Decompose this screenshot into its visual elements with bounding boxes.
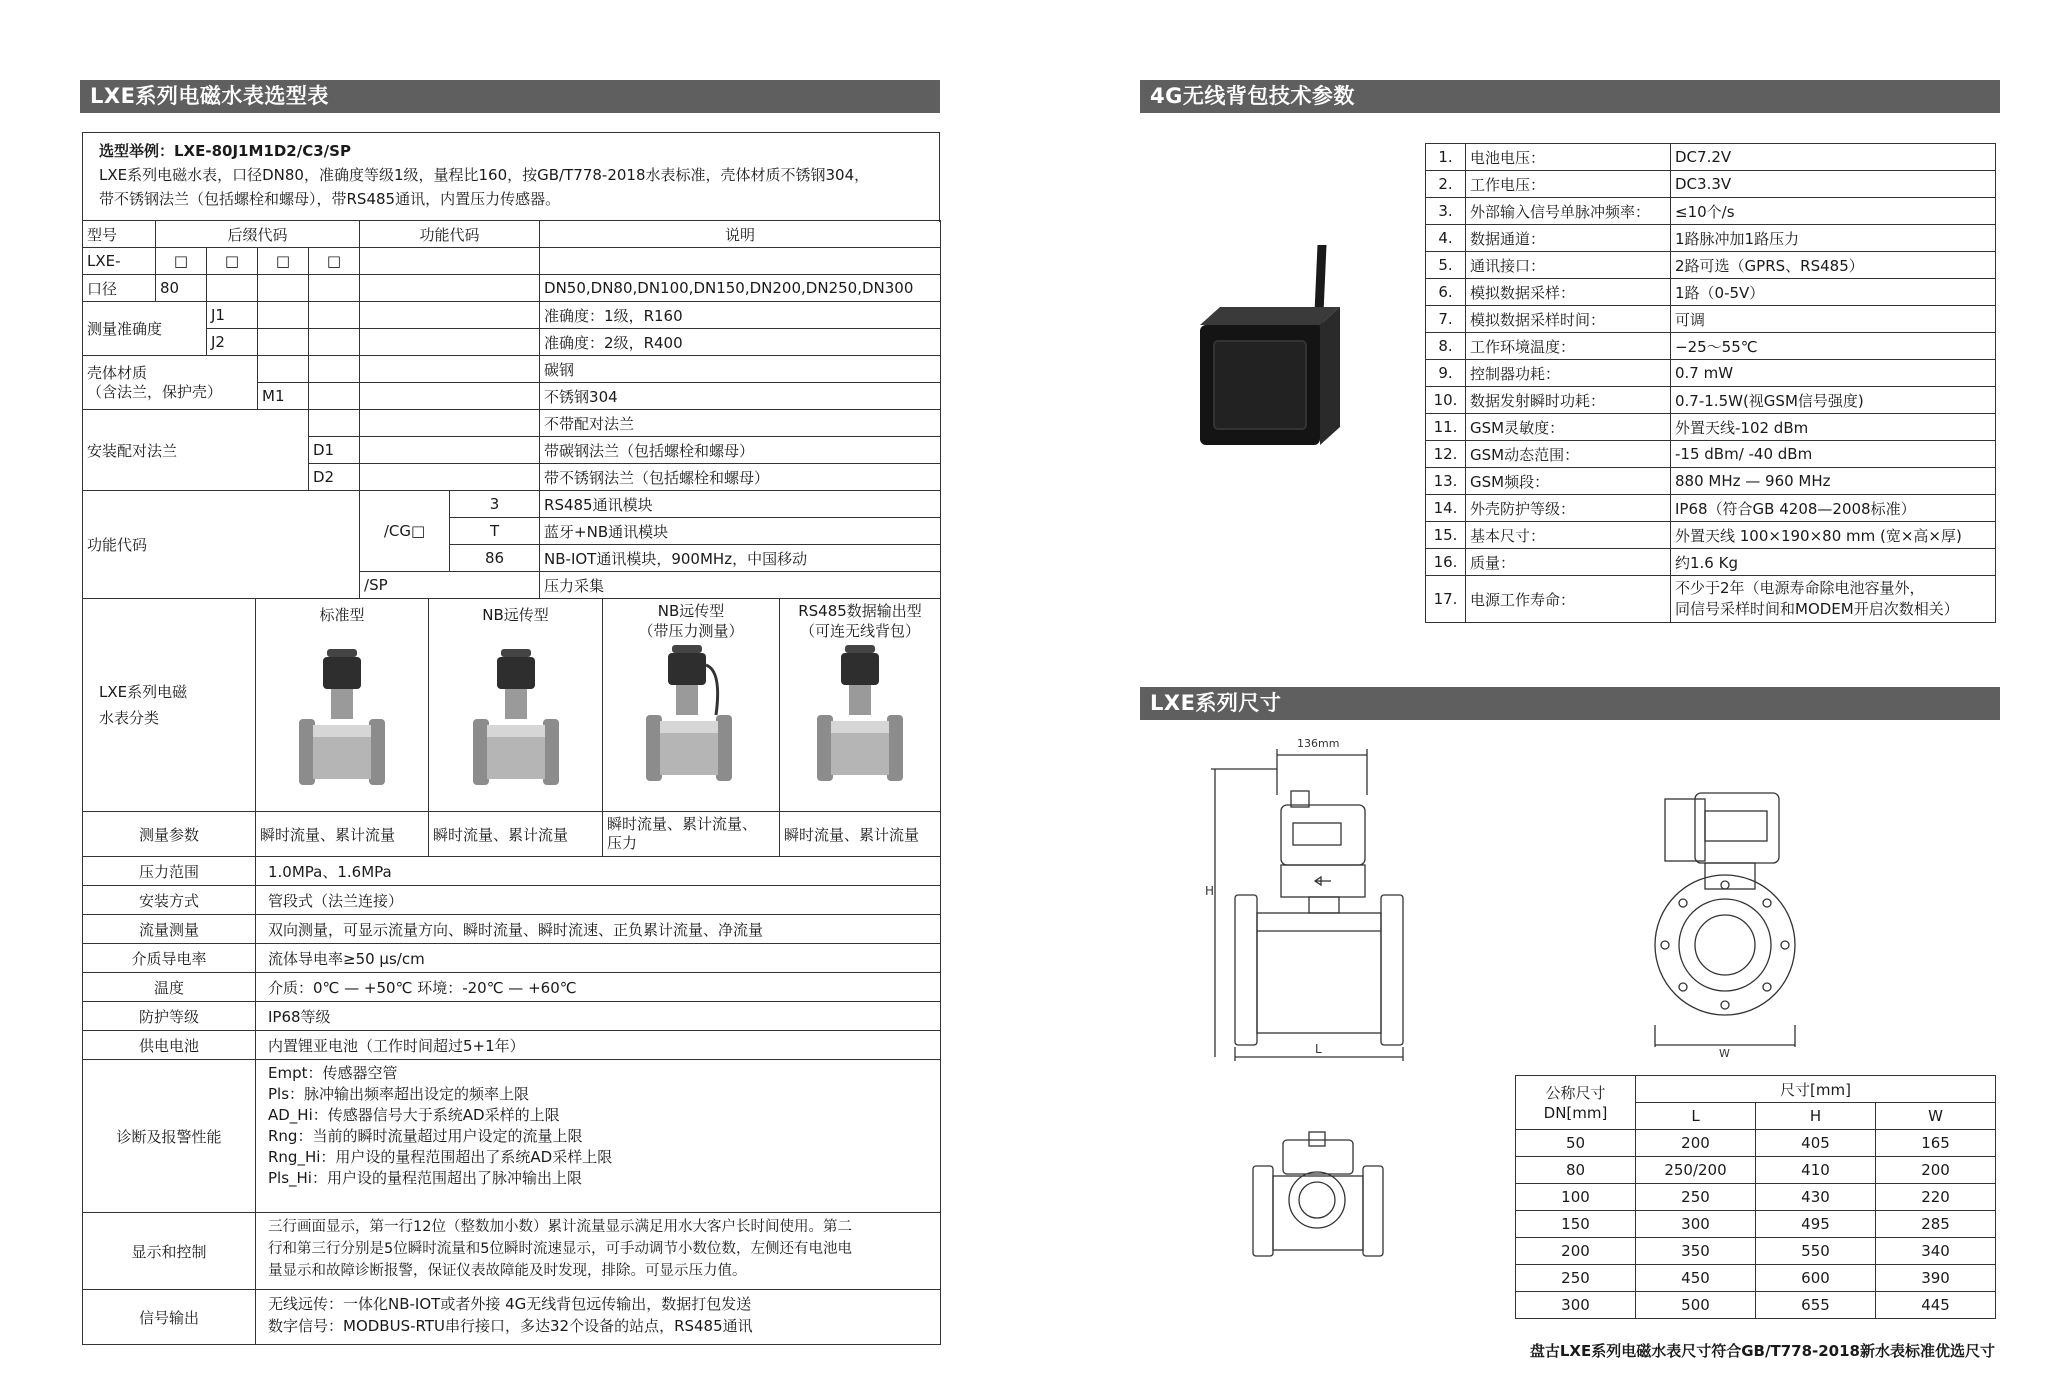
dim-row (1516, 1265, 1996, 1292)
diagnosis-item: Rng：当前的瞬时流量超过用户设定的流量上限 (268, 1127, 583, 1145)
dim-row (1516, 1211, 1996, 1238)
param-label: 供电电池 (83, 1031, 256, 1060)
spec-key: GSM频段： (1466, 468, 1671, 495)
diameter-row (83, 275, 941, 302)
spec-key: 外壳防护等级： (1466, 495, 1671, 522)
meter-type-rs485 (780, 599, 941, 812)
signal-line: 数字信号：MODBUS-RTU串行接口，多达32个设备的站点，RS485通讯 (268, 1317, 753, 1335)
example-title: 选型举例：LXE-80J1M1D2/C3/SP (99, 142, 351, 160)
spec-key: GSM灵敏度： (1466, 414, 1671, 441)
dim-header-l: L (1636, 1103, 1756, 1130)
accuracy-j1: J1 (207, 302, 258, 329)
spec-key: 工作电压： (1466, 171, 1671, 198)
param-label: 介质导电率 (83, 944, 256, 973)
spec-value: 0.7-1.5W(视GSM信号强度) (1671, 387, 1996, 414)
dim-cell: 100 (1516, 1184, 1636, 1211)
param-label: 流量测量 (83, 915, 256, 944)
header-function: 功能代码 (360, 221, 540, 248)
spec-value: 1路（0-5V） (1671, 279, 1996, 306)
spec-row (1426, 171, 1996, 198)
param-label: 防护等级 (83, 1002, 256, 1031)
spec-num: 2. (1426, 171, 1466, 198)
spec-value: 2路可选（GPRS、RS485） (1671, 252, 1996, 279)
spec-key: 电池电压： (1466, 144, 1671, 171)
spec-value: 约1.6 Kg (1671, 549, 1996, 576)
suffix-box: □ (156, 248, 207, 275)
meter-rs485-image (805, 641, 915, 791)
measure-row (83, 812, 941, 857)
dim-cell: 80 (1516, 1157, 1636, 1184)
spec-num: 1. (1426, 144, 1466, 171)
accuracy-j2: J2 (207, 329, 258, 356)
spec-key: 基本尺寸： (1466, 522, 1671, 549)
backpack-spec-table (1425, 143, 1996, 623)
meter-type-nb (429, 599, 603, 812)
dim-cell: 200 (1876, 1157, 1996, 1184)
measure-label: 测量参数 (83, 812, 256, 857)
dimension-table (1515, 1075, 1996, 1319)
spec-value: −25～55℃ (1671, 333, 1996, 360)
dimension-footnote: 盘古LXE系列电磁水表尺寸符合GB/T778-2018新水表标准优选尺寸 (1529, 1342, 1995, 1360)
spec-key: 数据发射瞬时功耗： (1466, 387, 1671, 414)
dim-cell: 350 (1636, 1238, 1756, 1265)
diagnosis-item: Pls：脉冲输出频率超出设定的频率上限 (268, 1085, 530, 1103)
func-desc-86: NB-IOT通讯模块，900MHz，中国移动 (540, 545, 941, 572)
param-value: IP68等级 (256, 1002, 941, 1031)
dim-cell: 495 (1756, 1211, 1876, 1238)
display-line: 行和第三行分别是5位瞬时流量和5位瞬时流速显示，可手动调节小数位数，左侧还有电池电 (268, 1241, 852, 1257)
dim-cell: 150 (1516, 1211, 1636, 1238)
display-label: 显示和控制 (83, 1213, 256, 1290)
shell-label-line-2: （含法兰，保护壳） (87, 382, 223, 401)
spec-value: IP68（符合GB 4208—2008标准） (1671, 495, 1996, 522)
meter-standard-image (287, 645, 397, 795)
spec-section-title: 4G无线背包技术参数 (1140, 80, 2000, 113)
flange-desc-0: 不带配对法兰 (540, 410, 941, 437)
param-row (83, 973, 941, 1002)
spec-num: 3. (1426, 198, 1466, 225)
flange-desc-1: 带碳钢法兰（包括螺栓和螺母） (540, 437, 941, 464)
dim-cell: 250 (1636, 1184, 1756, 1211)
dim-cell: 300 (1516, 1292, 1636, 1319)
dim-cell: 390 (1876, 1265, 1996, 1292)
selection-header-row (83, 221, 941, 248)
func-code-86: 86 (450, 545, 540, 572)
spec-key: 模拟数据采样： (1466, 279, 1671, 306)
classification-label-line-1: LXE系列电磁 (99, 683, 188, 701)
selection-section-title: LXE系列电磁水表选型表 (80, 80, 940, 113)
dim-row (1516, 1238, 1996, 1265)
shell-row-1 (83, 356, 941, 383)
dim-136mm: 136mm (1297, 737, 1340, 750)
spec-key: 工作环境温度： (1466, 333, 1671, 360)
spec-num: 14. (1426, 495, 1466, 522)
spec-num: 15. (1426, 522, 1466, 549)
dim-cell: 165 (1876, 1130, 1996, 1157)
accuracy-row-1 (83, 302, 941, 329)
dim-cell: 300 (1636, 1211, 1756, 1238)
meter-type-name: NB远传型 (657, 602, 725, 620)
func-row-1 (83, 491, 941, 518)
param-label: 压力范围 (83, 857, 256, 886)
dim-row (1516, 1157, 1996, 1184)
spec-value-multiline (1671, 576, 1996, 623)
header-desc: 说明 (540, 221, 941, 248)
dim-cell: 445 (1876, 1292, 1996, 1319)
classification-row (83, 599, 941, 812)
spec-value: ≤10个/s (1671, 198, 1996, 225)
param-value: 介质：0℃ — +50℃ 环境：-20℃ — +60℃ (256, 973, 941, 1002)
classification-label (83, 599, 256, 812)
spec-row (1426, 441, 1996, 468)
func-label: 功能代码 (83, 491, 360, 599)
spec-row (1426, 225, 1996, 252)
model-lxe: LXE- (83, 248, 156, 275)
dim-cell: 285 (1876, 1211, 1996, 1238)
flange-desc-2: 带不锈钢法兰（包括螺栓和螺母） (540, 464, 941, 491)
dim-cell: 430 (1756, 1184, 1876, 1211)
spec-value: 880 MHz — 960 MHz (1671, 468, 1996, 495)
display-line: 三行画面显示，第一行12位（整数加小数）累计流量显示满足用水大客户长时间使用。第二 (268, 1219, 852, 1235)
example-line-1: LXE系列电磁水表，口径DN80，准确度等级1级，量程比160，按GB/T778-2018水表标准，壳体材质不锈钢304， (99, 166, 870, 184)
meter-type-name: NB远传型 (482, 606, 549, 624)
spec-row (1426, 495, 1996, 522)
spec-value: 可调 (1671, 306, 1996, 333)
func-sp: /SP (360, 572, 540, 599)
header-model: 型号 (83, 221, 156, 248)
func-desc-t: 蓝牙+NB通讯模块 (540, 518, 941, 545)
accuracy-label: 测量准确度 (83, 302, 207, 356)
measure-value: 瞬时流量、累计流量 (429, 812, 603, 857)
spec-num: 16. (1426, 549, 1466, 576)
spec-row (1426, 306, 1996, 333)
dim-header-h: H (1756, 1103, 1876, 1130)
spec-row (1426, 279, 1996, 306)
flange-d2: D2 (309, 464, 360, 491)
signal-text (256, 1290, 941, 1345)
dim-row (1516, 1184, 1996, 1211)
diagnosis-row (83, 1060, 941, 1213)
dim-header-dn (1516, 1076, 1636, 1130)
dimension-section-title: LXE系列尺寸 (1140, 687, 2000, 720)
meter-nb-pressure-image (636, 641, 746, 791)
spec-num: 5. (1426, 252, 1466, 279)
spec-row (1426, 333, 1996, 360)
spec-value: 外置天线-102 dBm (1671, 414, 1996, 441)
spec-value: 1路脉冲加1路压力 (1671, 225, 1996, 252)
dim-cell: 200 (1516, 1238, 1636, 1265)
spec-key: 外部输入信号单脉冲频率： (1466, 198, 1671, 225)
spec-num: 12. (1426, 441, 1466, 468)
suffix-box: □ (258, 248, 309, 275)
shell-label (83, 356, 258, 410)
dim-cell: 655 (1756, 1292, 1876, 1319)
param-row (83, 1031, 941, 1060)
spec-num: 9. (1426, 360, 1466, 387)
spec-num: 6. (1426, 279, 1466, 306)
dim-cell: 50 (1516, 1130, 1636, 1157)
accuracy-j1-desc: 准确度：1级，R160 (540, 302, 941, 329)
meter-type-name: RS485数据输出型 (798, 602, 922, 620)
func-desc-sp: 压力采集 (540, 572, 941, 599)
spec-num: 13. (1426, 468, 1466, 495)
meter-type-note: （带压力测量） (638, 622, 744, 640)
param-value: 1.0MPa、1.6MPa (256, 857, 941, 886)
diameter-label: 口径 (83, 275, 156, 302)
suffix-box: □ (207, 248, 258, 275)
spec-num: 4. (1426, 225, 1466, 252)
param-row (83, 857, 941, 886)
meter-type-name: 标准型 (319, 606, 365, 624)
spec-num: 7. (1426, 306, 1466, 333)
dim-header-dn-line-1: 公称尺寸 (1545, 1083, 1606, 1102)
spec-row (1426, 387, 1996, 414)
spec-key: 质量： (1466, 549, 1671, 576)
display-row (83, 1213, 941, 1290)
dim-row (1516, 1130, 1996, 1157)
dim-l-label: L (1315, 1042, 1322, 1056)
spec-value: DC3.3V (1671, 171, 1996, 198)
meter-type-nb-pressure (603, 599, 780, 812)
dim-cell: 220 (1876, 1184, 1996, 1211)
classification-label-line-2: 水表分类 (99, 709, 160, 727)
signal-line: 无线远传：一体化NB-IOT或者外接 4G无线背包远传输出，数据打包发送 (268, 1295, 752, 1313)
spec-key: 控制器功耗： (1466, 360, 1671, 387)
diagnosis-item: Pls_Hi：用户设的量程范围超出了脉冲输出上限 (268, 1169, 582, 1187)
accuracy-j2-desc: 准确度：2级，R400 (540, 329, 941, 356)
dim-header-row-1 (1516, 1076, 1996, 1103)
param-value: 管段式（法兰连接） (256, 886, 941, 915)
suffix-box: □ (309, 248, 360, 275)
diagnosis-item: Rng_Hi：用户设的量程范围超出了系统AD采样上限 (268, 1148, 613, 1166)
measure-value: 瞬时流量、累计流量 (256, 812, 429, 857)
spec-row (1426, 144, 1996, 171)
spec-row (1426, 549, 1996, 576)
flange-row-0 (83, 410, 941, 437)
diameter-code: 80 (156, 275, 207, 302)
spec-row (1426, 468, 1996, 495)
func-code-3: 3 (450, 491, 540, 518)
diagnosis-list (256, 1060, 941, 1213)
dim-cell: 500 (1636, 1292, 1756, 1319)
spec-row (1426, 522, 1996, 549)
spec-row (1426, 198, 1996, 225)
diagnosis-item: AD_Hi：传感器信号大于系统AD采样的上限 (268, 1106, 560, 1124)
model-row (83, 248, 941, 275)
spec-row (1426, 252, 1996, 279)
dim-header-size: 尺寸[mm] (1636, 1076, 1996, 1103)
shell-desc-stainless: 不锈钢304 (540, 383, 941, 410)
dim-row (1516, 1292, 1996, 1319)
dim-header-dn-line-2: DN[mm] (1543, 1103, 1608, 1122)
spec-value: DC7.2V (1671, 144, 1996, 171)
shell-label-line-1: 壳体材质 (87, 363, 148, 382)
dim-cell: 200 (1636, 1130, 1756, 1157)
param-value: 双向测量，可显示流量方向、瞬时流量、瞬时流速、正负累计流量、净流量 (256, 915, 941, 944)
classification-table (82, 598, 941, 1345)
signal-label: 信号输出 (83, 1290, 256, 1345)
spec-value-line-1: 不少于2年（电源寿命除电池容量外， (1675, 579, 1925, 597)
spec-num: 10. (1426, 387, 1466, 414)
spec-key: 数据通道： (1466, 225, 1671, 252)
side-view-drawing (1635, 785, 1805, 1060)
spec-value: -15 dBm/ -40 dBm (1671, 441, 1996, 468)
param-label: 温度 (83, 973, 256, 1002)
spec-key: 通讯接口： (1466, 252, 1671, 279)
display-text (256, 1213, 941, 1290)
example-line-2: 带不锈钢法兰（包括螺栓和螺母），带RS485通讯，内置压力传感器。 (99, 190, 561, 208)
shell-m1: M1 (258, 383, 309, 410)
param-row (83, 944, 941, 973)
param-row (83, 915, 941, 944)
spec-row (1426, 360, 1996, 387)
dim-cell: 405 (1756, 1130, 1876, 1157)
param-value: 内置锂亚电池（工作时间超过5+1年） (256, 1031, 941, 1060)
func-code-t: T (450, 518, 540, 545)
spec-row (1426, 414, 1996, 441)
spec-key: 电源工作寿命： (1466, 576, 1671, 623)
meter-nb-image (461, 645, 571, 795)
spec-value: 0.7 mW (1671, 360, 1996, 387)
dim-cell: 250 (1516, 1265, 1636, 1292)
spec-value: 外置天线 100×190×80 mm (宽×高×厚) (1671, 522, 1996, 549)
dim-w-label: W (1719, 1047, 1730, 1060)
dim-cell: 340 (1876, 1238, 1996, 1265)
signal-row (83, 1290, 941, 1345)
spec-key: GSM动态范围： (1466, 441, 1671, 468)
param-value: 流体导电率≥50 μs/cm (256, 944, 941, 973)
dim-cell: 410 (1756, 1157, 1876, 1184)
param-row (83, 1002, 941, 1031)
selection-example (82, 132, 940, 222)
display-line: 量显示和故障诊断报警，保证仪表故障能及时发现，排除。可显示压力值。 (268, 1263, 747, 1279)
dim-cell: 550 (1756, 1238, 1876, 1265)
diagnosis-label: 诊断及报警性能 (83, 1060, 256, 1213)
flange-d1: D1 (309, 437, 360, 464)
spec-num: 11. (1426, 414, 1466, 441)
top-view-drawing (1245, 1130, 1395, 1265)
spec-key: 模拟数据采样时间： (1466, 306, 1671, 333)
flange-label: 安装配对法兰 (83, 410, 309, 491)
header-suffix: 后缀代码 (156, 221, 360, 248)
func-cg: /CG□ (360, 491, 450, 572)
selection-table (82, 220, 941, 599)
measure-value-line-1: 瞬时流量、累计流量、 (607, 815, 758, 833)
func-desc-3: RS485通讯模块 (540, 491, 941, 518)
measure-value: 瞬时流量、累计流量 (780, 812, 941, 857)
meter-type-note: （可连无线背包） (799, 622, 920, 640)
param-label: 安装方式 (83, 886, 256, 915)
spec-num: 17. (1426, 576, 1466, 623)
diameter-desc: DN50,DN80,DN100,DN150,DN200,DN250,DN300 (540, 275, 941, 302)
dim-cell: 450 (1636, 1265, 1756, 1292)
diagnosis-item: Empt：传感器空管 (268, 1064, 398, 1082)
dim-cell: 250/200 (1636, 1157, 1756, 1184)
param-row (83, 886, 941, 915)
spec-num: 8. (1426, 333, 1466, 360)
accuracy-row-2 (83, 329, 941, 356)
spec-value-line-2: 同信号采样时间和MODEM开启次数相关） (1675, 600, 1959, 618)
front-view-drawing (1205, 735, 1435, 1065)
measure-value-pressure (603, 812, 780, 857)
backpack-device-image (1190, 245, 1370, 460)
dim-h-label: H (1205, 884, 1215, 898)
shell-desc-carbon: 碳钢 (540, 356, 941, 383)
meter-type-standard (256, 599, 429, 812)
spec-row (1426, 576, 1996, 623)
measure-value-line-2: 压力 (607, 834, 638, 852)
dim-header-w: W (1876, 1103, 1996, 1130)
dim-cell: 600 (1756, 1265, 1876, 1292)
